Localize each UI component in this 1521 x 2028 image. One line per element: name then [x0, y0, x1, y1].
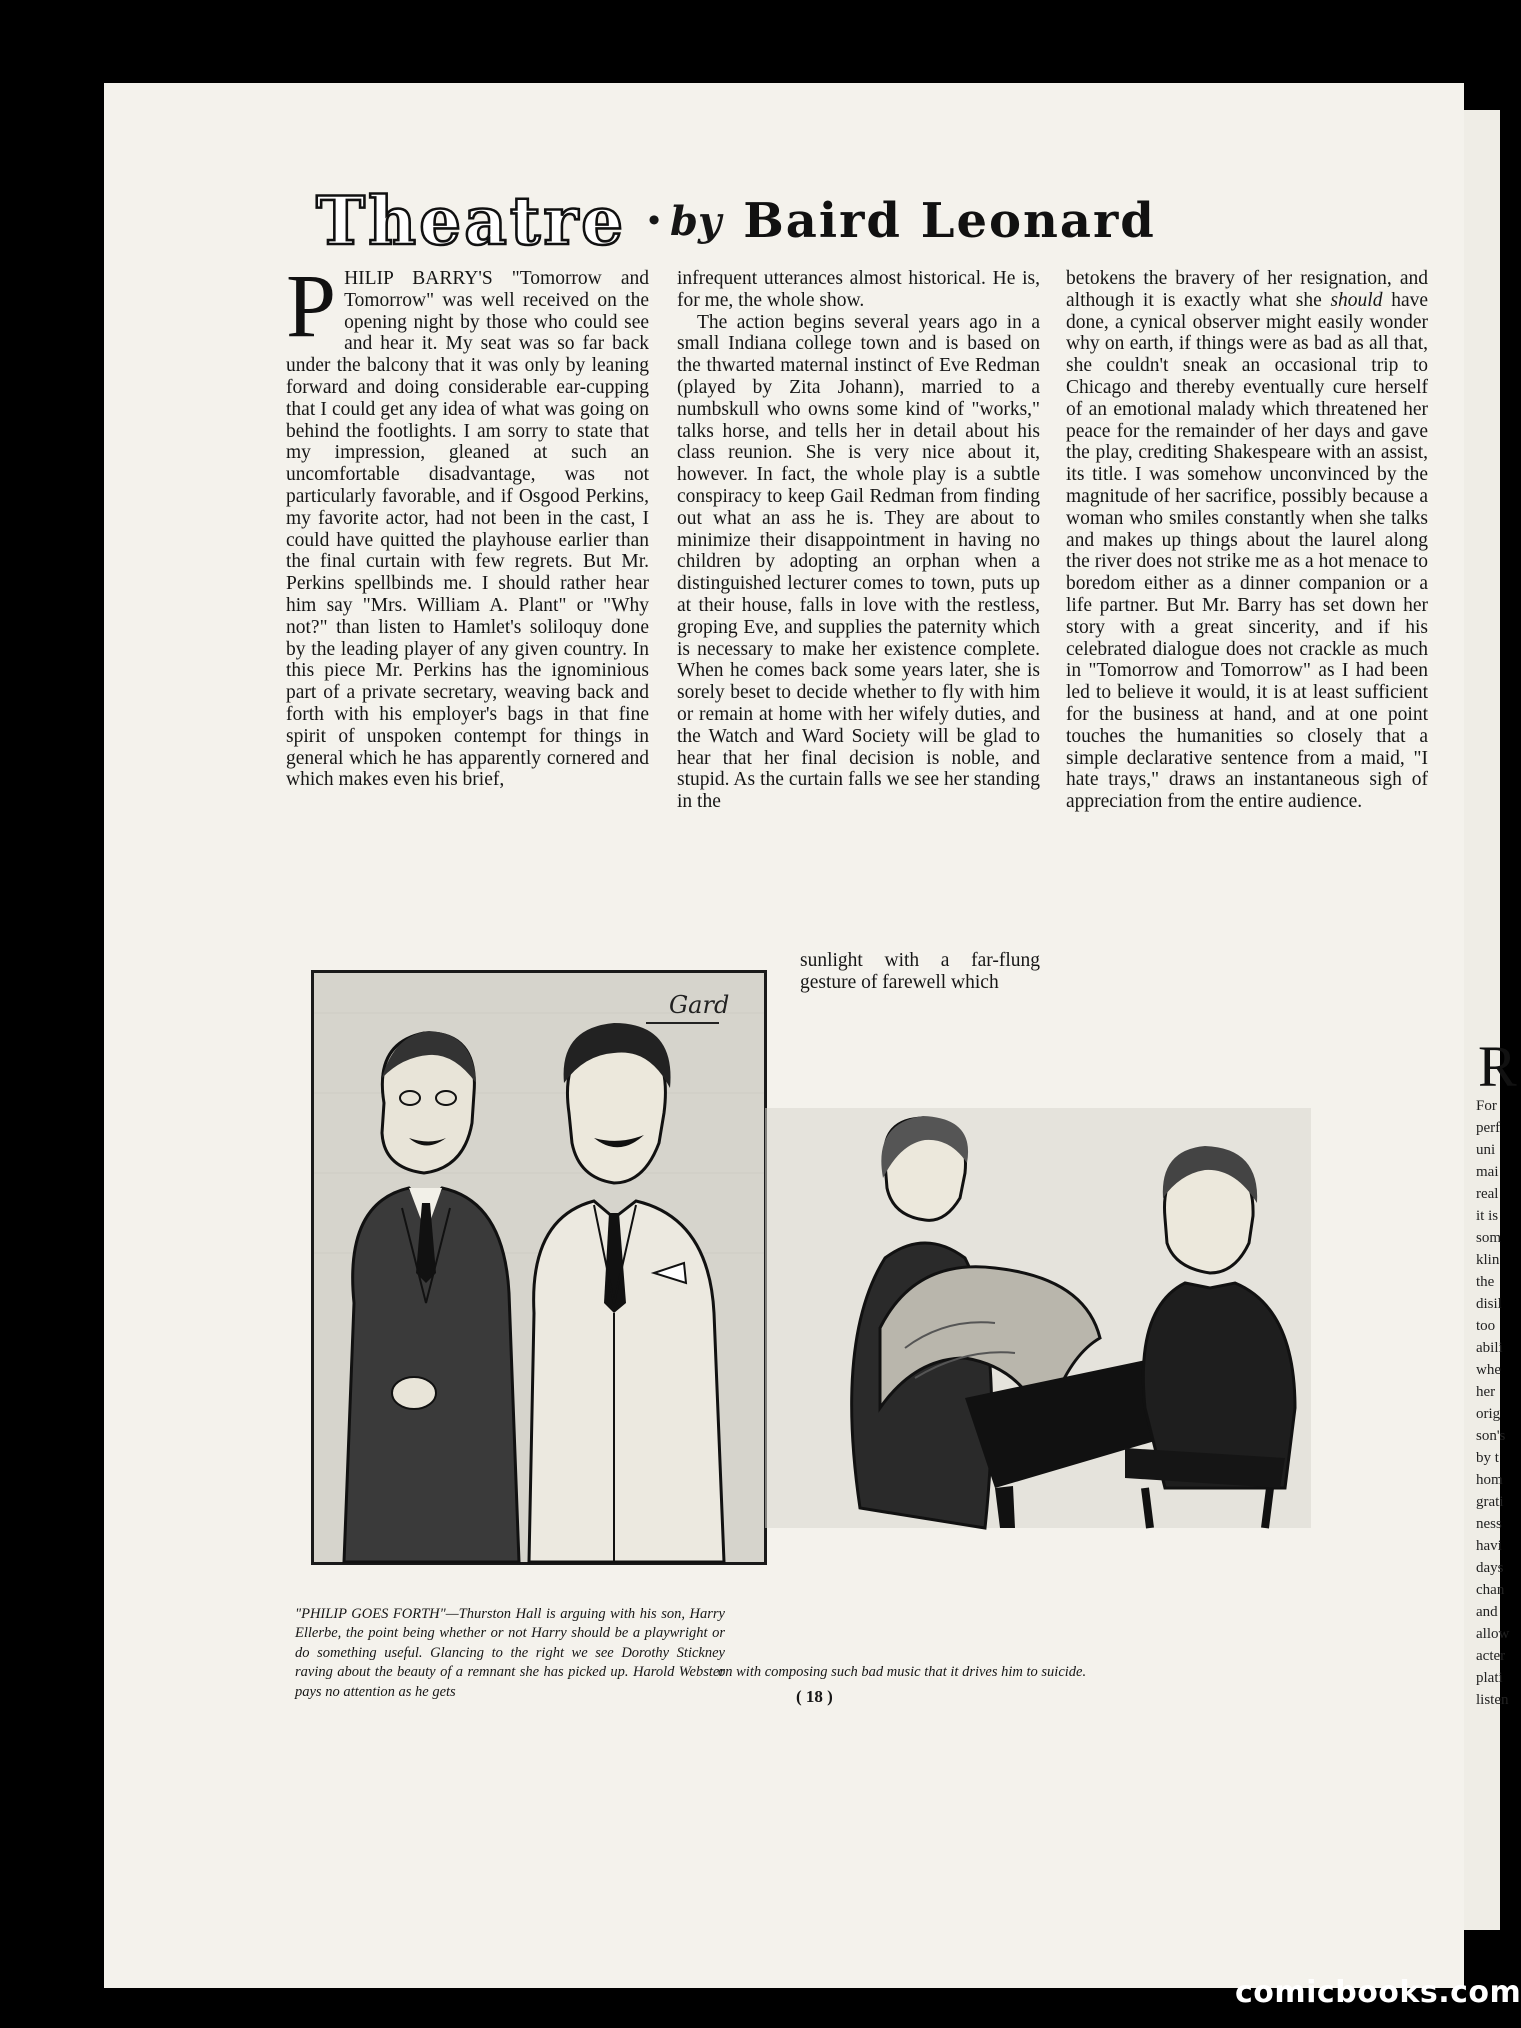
adjacent-text-fragment: days	[1476, 1560, 1504, 1576]
column-3-text-a: betokens the bravery of her resignation, and although it is exactly what she	[1066, 268, 1428, 311]
adjacent-text-fragment: too	[1476, 1318, 1496, 1334]
adjacent-text-fragment: chan	[1476, 1582, 1505, 1598]
caricature-drawing-1	[314, 973, 764, 1562]
caricature-thurston-hall-harry-ellerbe	[311, 970, 767, 1565]
adjacent-page-strip	[1464, 110, 1517, 1930]
column-3-emphasis: should	[1330, 289, 1383, 311]
article-column-1	[286, 257, 649, 791]
illustration-caption: "PHILIP GOES FORTH"—Thurston Hall is arguing with his son, Harry Ellerbe, the point being whether or not Harry should be a playwright or do something useful. Glancing to the right we see Dorothy Stickney raving about the beauty of a remnant she has picked up. Harold Webster pays no attention as he gets	[295, 1606, 725, 1700]
byline-by: by	[670, 197, 722, 245]
adjacent-text-fragment: whe	[1476, 1362, 1501, 1378]
adjacent-text-fragment: disil	[1476, 1296, 1502, 1312]
adjacent-text-fragment: it is	[1476, 1208, 1499, 1224]
adjacent-drop-cap: R	[1478, 1034, 1517, 1099]
drop-cap: P	[286, 257, 337, 356]
article-column-2	[677, 268, 1040, 813]
adjacent-text-fragment: For	[1476, 1098, 1497, 1114]
page-number: ( 18 )	[796, 1687, 833, 1706]
adjacent-text-fragment: uni	[1476, 1142, 1496, 1158]
adjacent-text-fragment: allow	[1476, 1626, 1510, 1642]
adjacent-text-fragment: the	[1476, 1274, 1495, 1290]
adjacent-text-fragment: perf	[1476, 1120, 1501, 1136]
adjacent-text-fragment: mai	[1476, 1164, 1499, 1180]
artist-signature: Gard	[669, 991, 730, 1019]
article-column-3	[1066, 268, 1428, 813]
adjacent-text-fragment: son's	[1476, 1428, 1506, 1444]
adjacent-text-fragment: by t	[1476, 1450, 1499, 1466]
adjacent-text-fragment: orig	[1476, 1406, 1501, 1422]
adjacent-text-fragment: ness	[1476, 1516, 1502, 1532]
heading-separator: •	[648, 202, 661, 239]
illustration-caption-tail: on with composing such bad music that it drives him to suicide.	[718, 1664, 1087, 1680]
column-2-tail: sunlight with a far-flung gesture of farewell which	[800, 950, 1040, 993]
caricature-dorothy-stickney-harold-webster	[765, 1108, 1311, 1528]
column-2-paragraph-2: The action begins several years ago in a small Indiana college town and is based on the thwarted maternal instinct of Eve Redman (played by Zita Johann), married to a numbskull who owns some kind of "works," talks horse, and tells her in detail about his class reunion. She is very nice about it, however. In fact, the whole play is a subtle conspiracy to keep Gail Redman from finding out what an ass he is. They are about to minimize their disappointment in having no children by adopting an orphan when a distinguished lecturer comes to town, puts up at their house, falls in love with the restless, groping Eve, and supplies the paternity which is necessary to make her existence complete. When he comes back some years later, she is sorely beset to decide whether to fly with him or remain at home with her wifely duties, and the Watch and Ward Society will be glad to hear that her final decision is noble, and stupid. As the curtain falls we see her standing in the	[677, 311, 1040, 813]
adjacent-text-fragment: acter	[1476, 1648, 1506, 1664]
column-2-paragraph-1: infrequent utterances almost historical. He is, for me, the whole show.	[677, 268, 1040, 311]
adjacent-text-fragment: listen	[1476, 1692, 1509, 1708]
author-name: Baird Leonard	[743, 193, 1156, 249]
source-watermark: comicbooks.com	[1235, 1975, 1521, 2010]
adjacent-text-fragment: hom	[1476, 1472, 1503, 1488]
column-1-text: HILIP BARRY'S "Tomorrow and Tomorrow" was well received on the opening night by those who could see and hear it. My seat was so far back under the balcony that it was only by leaning forward and doing considerable ear-cupping that I could get any idea of what was going on behind the footlights. I am sorry to state that my impression, gleaned at such an uncomfortable disadvantage, was not particularly favorable, and if Osgood Perkins, my favorite actor, had not been in the cast, I could have quitted the playhouse earlier than the final curtain with few regrets. But Mr. Perkins spellbinds me. I should rather hear him say "Mrs. William A. Plant" or "Why not?" than listen to Hamlet's soliloquy done by the leading player of any given country. In this piece Mr. Perkins has the ignominious part of a private secretary, weaving back and forth with his employer's bags in that fine spirit of unspoken contempt for things in general which he has apparently cornered and which makes even his brief,	[286, 268, 649, 791]
adjacent-text-fragment: her	[1476, 1384, 1496, 1400]
adjacent-text-fragment: klin	[1476, 1252, 1500, 1268]
adjacent-text-fragment: grati	[1476, 1494, 1504, 1510]
adjacent-text-fragment: plati	[1476, 1670, 1503, 1686]
caricature-drawing-2	[765, 1108, 1311, 1528]
column-3-text-b: have done, a cynical observer might easily wonder why on earth, if things were as bad as all that, she couldn't sneak an occasional trip to Chicago and thereby eventually cure herself of an emotional malady which threatened her peace for the remainder of her days and gave the play, crediting Shakespeare with an assist, its title. I was somehow unconvinced by the magnitude of her sacrifice, possibly because a woman who smiles constantly when she talks and makes up things about the laurel along the river does not strike me as a hot menace to boredom either as a dinner companion or a life partner. But Mr. Barry has set down her story with a great sincerity, and if his celebrated dialogue does not crackle as much in "Tomorrow and Tomorrow" as I had been led to believe it would, it is at least sufficient for the business at hand, and at one point touches the humanities so closely that a simple declarative sentence from a maid, "I hate trays," draws an instantaneous sigh of appreciation from the entire audience.	[1066, 289, 1428, 813]
adjacent-text-fragment: abili	[1476, 1340, 1503, 1356]
section-title: Theatre	[316, 182, 627, 260]
adjacent-text-fragment: som	[1476, 1230, 1502, 1246]
page-heading	[316, 182, 1416, 260]
adjacent-text-fragment: and	[1476, 1604, 1498, 1620]
adjacent-text-fragment: havi	[1476, 1538, 1502, 1554]
adjacent-text-fragment: real	[1476, 1186, 1499, 1202]
